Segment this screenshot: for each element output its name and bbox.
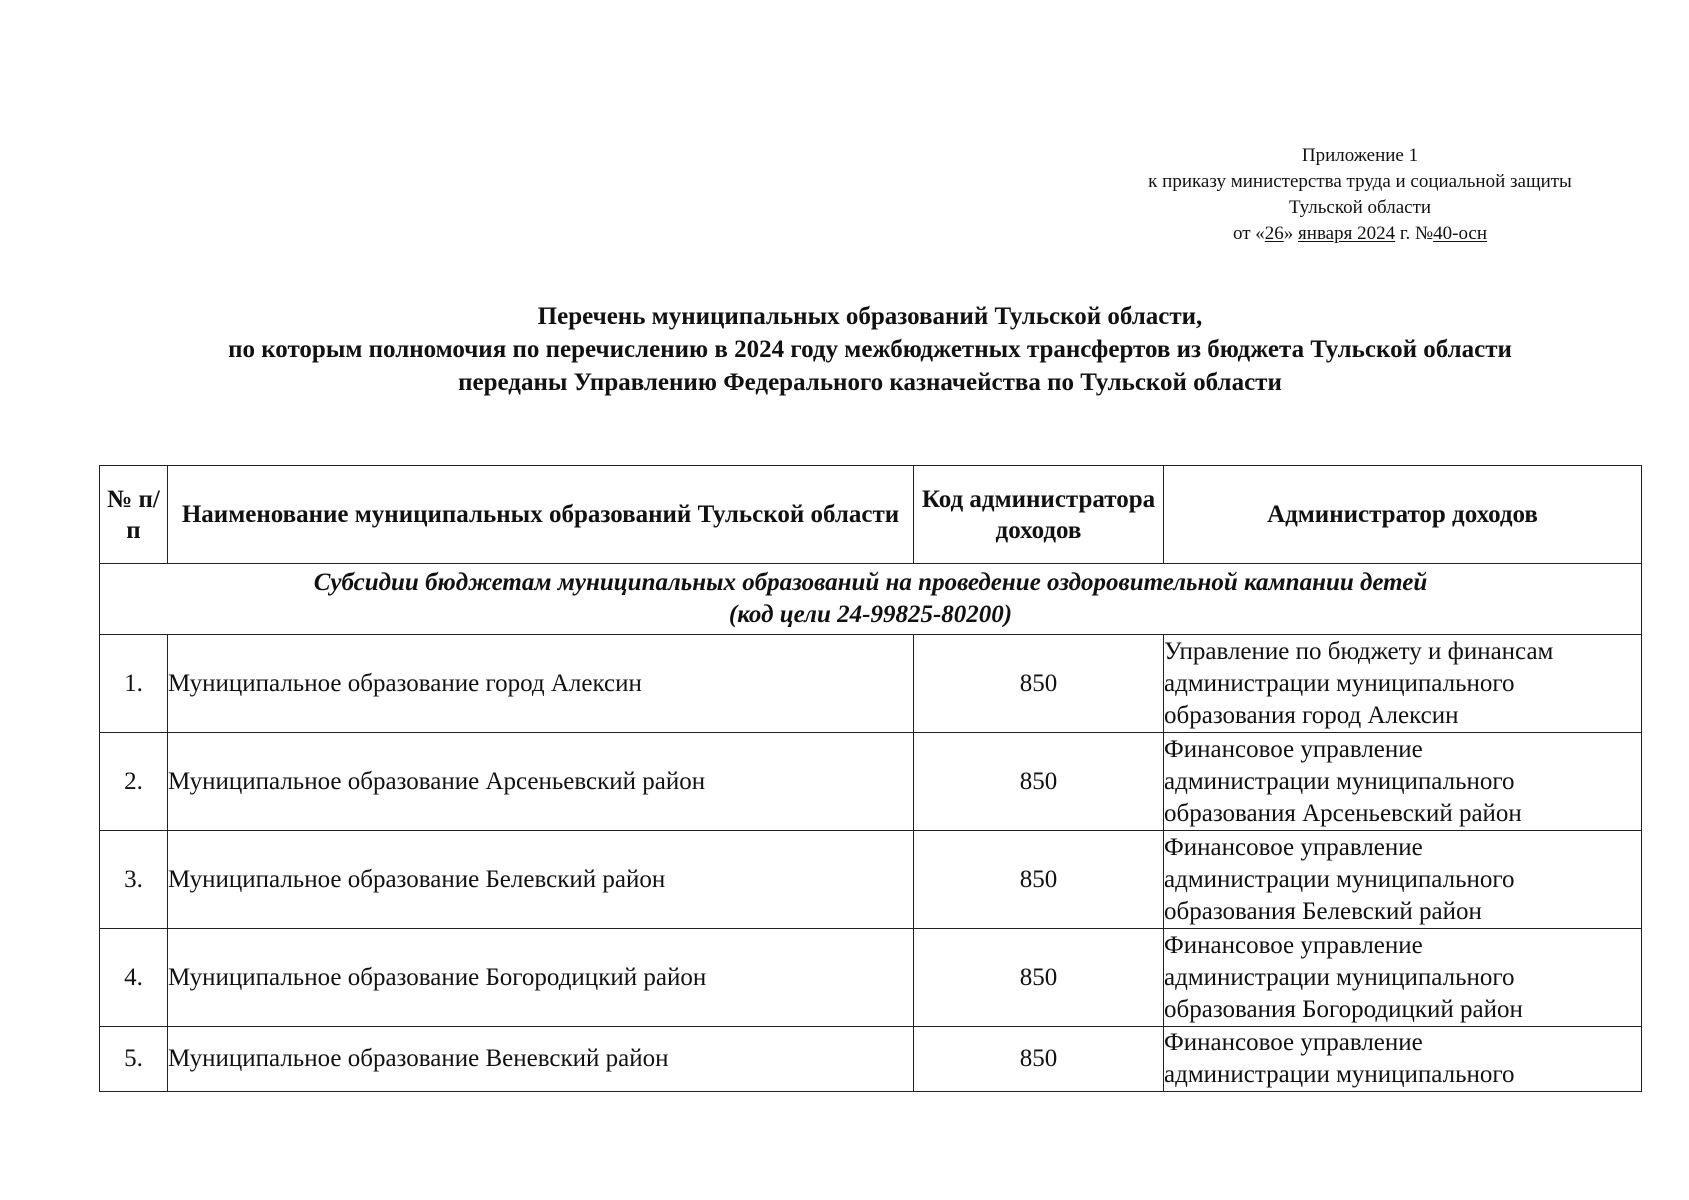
table-row (100, 831, 1642, 929)
revenue-administrator (1164, 1027, 1642, 1092)
administrator-line: Финансовое управление (1164, 931, 1423, 959)
administrator-line: Финансовое управление (1164, 833, 1423, 861)
section-goal-code: (код цели 24-99825-80200) (728, 601, 1013, 628)
administrator-line: образования город Алексин (1164, 701, 1459, 729)
section-row (100, 564, 1642, 635)
municipality-name: Муниципальное образование Богородицкий район (168, 929, 914, 1027)
appendix-region: Тульской области (1288, 197, 1432, 218)
title-line-1: Перечень муниципальных образований Тульской области, (537, 303, 1203, 330)
appendix-date-line (1100, 221, 1620, 247)
appendix-order-ref: к приказу министерства труда и социальной защиты (1148, 171, 1572, 192)
administrator-line: образования Богородицкий район (1164, 995, 1523, 1023)
revenue-administrator (1164, 831, 1642, 929)
administrator-code: 850 (914, 929, 1164, 1027)
date-mid: » (1283, 223, 1299, 244)
administrator-line: администрации муниципального (1164, 865, 1515, 893)
row-number: 3. (100, 831, 168, 929)
administrator-line: администрации муниципального (1164, 1061, 1515, 1088)
row-number: 2. (100, 733, 168, 831)
table-row (100, 929, 1642, 1027)
administrator-line: администрации муниципального (1164, 669, 1515, 697)
section-title: Субсидии бюджетам муниципальных образований на проведение оздоровительной кампании детей (313, 569, 1428, 596)
administrator-line: администрации муниципального (1164, 767, 1515, 795)
municipalities-table (99, 465, 1642, 1092)
appendix-header (1100, 143, 1620, 247)
document-title (100, 300, 1640, 399)
municipality-name: Муниципальное образование Арсеньевский район (168, 733, 914, 831)
administrator-line: образования Белевский район (1164, 897, 1482, 925)
date-suffix: г. № (1395, 223, 1434, 244)
administrator-line: Финансовое управление (1164, 1029, 1423, 1056)
header-admin: Администратор доходов (1164, 466, 1642, 564)
administrator-code: 850 (914, 635, 1164, 733)
administrator-line: Финансовое управление (1164, 735, 1423, 763)
title-line-2: по которым полномочия по перечислению в 2024 году межбюджетных трансфертов из бюджета Тульской области (228, 336, 1512, 363)
table-row (100, 1027, 1642, 1092)
section-heading (100, 564, 1642, 635)
order-number: 40-осн (1433, 223, 1488, 244)
title-line-3: переданы Управлению Федерального казначейства по Тульской области (458, 369, 1282, 396)
table-row (100, 733, 1642, 831)
administrator-line: Управление по бюджету и финансам (1164, 637, 1554, 665)
table-body (100, 564, 1642, 1092)
date-prefix: от « (1232, 223, 1265, 244)
row-number: 1. (100, 635, 168, 733)
header-name: Наименование муниципальных образований Тульской области (168, 466, 914, 564)
administrator-code: 850 (914, 1027, 1164, 1092)
appendix-title: Приложение 1 (1301, 145, 1419, 166)
municipality-name: Муниципальное образование Веневский район (168, 1027, 914, 1092)
municipality-name: Муниципальное образование Белевский район (168, 831, 914, 929)
header-code: Код администратора доходов (914, 466, 1164, 564)
date-day: 26 (1264, 223, 1284, 244)
municipality-name: Муниципальное образование город Алексин (168, 635, 914, 733)
row-number: 5. (100, 1027, 168, 1092)
administrator-code: 850 (914, 831, 1164, 929)
administrator-line: образования Арсеньевский район (1164, 799, 1522, 827)
revenue-administrator (1164, 635, 1642, 733)
revenue-administrator (1164, 929, 1642, 1027)
administrator-line: администрации муниципального (1164, 963, 1515, 991)
table-row (100, 635, 1642, 733)
date-month-year: января 2024 (1298, 223, 1396, 244)
header-num: № п/п (100, 466, 168, 564)
row-number: 4. (100, 929, 168, 1027)
table-header-row (100, 466, 1642, 564)
administrator-code: 850 (914, 733, 1164, 831)
revenue-administrator (1164, 733, 1642, 831)
